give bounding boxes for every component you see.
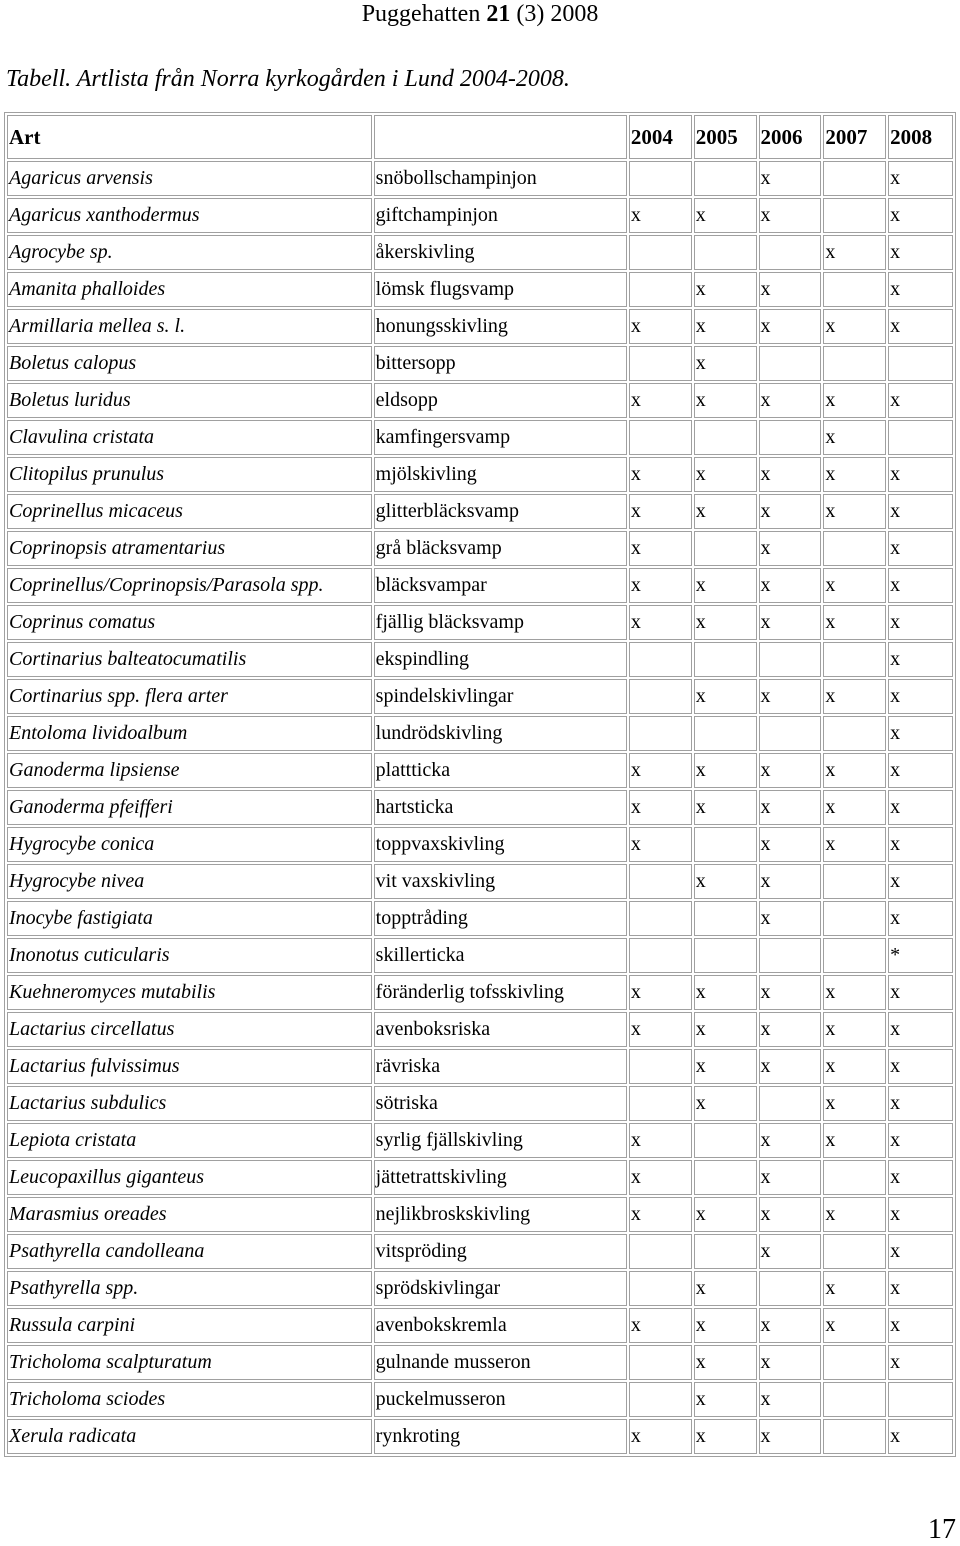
year-mark-cell xyxy=(629,1234,692,1269)
year-mark-cell: x xyxy=(759,383,822,418)
scientific-name: Lactarius subdulics xyxy=(7,1086,372,1121)
year-mark-cell: x xyxy=(759,753,822,788)
year-mark-cell: x xyxy=(823,1086,886,1121)
year-mark-cell: x xyxy=(629,1012,692,1047)
year-mark-cell: x xyxy=(694,494,757,529)
table-row xyxy=(7,938,953,973)
year-mark-cell: x xyxy=(694,864,757,899)
year-mark-cell xyxy=(759,346,822,381)
table-row xyxy=(7,1271,953,1306)
year-mark-cell xyxy=(694,235,757,270)
scientific-name: Leucopaxillus giganteus xyxy=(7,1160,372,1195)
year-mark-cell xyxy=(629,161,692,196)
year-mark-cell: x xyxy=(694,309,757,344)
year-mark-cell xyxy=(759,716,822,751)
header-cell: 2008 xyxy=(888,115,953,159)
year-mark-cell: x xyxy=(823,1049,886,1084)
year-mark-cell: x xyxy=(759,568,822,603)
year-mark-cell: x xyxy=(759,1049,822,1084)
year-mark-cell xyxy=(823,901,886,936)
year-mark-cell: x xyxy=(888,457,953,492)
scientific-name: Agaricus xanthodermus xyxy=(7,198,372,233)
swedish-name: honungsskivling xyxy=(374,309,627,344)
year-mark-cell: x xyxy=(694,1012,757,1047)
scientific-name: Psathyrella spp. xyxy=(7,1271,372,1306)
year-mark-cell: x xyxy=(694,1308,757,1343)
table-caption: Tabell. Artlista från Norra kyrkogården i Lund 2004-2008. xyxy=(6,66,570,92)
year-mark-cell xyxy=(823,1419,886,1454)
year-mark-cell: x xyxy=(629,494,692,529)
table-row xyxy=(7,457,953,492)
year-mark-cell: x xyxy=(694,346,757,381)
year-mark-cell: x xyxy=(629,753,692,788)
year-mark-cell: x xyxy=(694,1197,757,1232)
scientific-name: Clavulina cristata xyxy=(7,420,372,455)
header-cell: 2006 xyxy=(759,115,822,159)
table-row xyxy=(7,1308,953,1343)
table-row xyxy=(7,790,953,825)
year-mark-cell xyxy=(629,864,692,899)
year-mark-cell: x xyxy=(888,753,953,788)
year-mark-cell xyxy=(694,161,757,196)
year-mark-cell: x xyxy=(629,531,692,566)
year-mark-cell: x xyxy=(823,975,886,1010)
year-mark-cell: x xyxy=(759,1012,822,1047)
year-mark-cell xyxy=(823,642,886,677)
year-mark-cell: x xyxy=(823,1197,886,1232)
swedish-name: lömsk flugsvamp xyxy=(374,272,627,307)
table-row xyxy=(7,1012,953,1047)
year-mark-cell: x xyxy=(759,975,822,1010)
year-mark-cell xyxy=(629,1345,692,1380)
table-row xyxy=(7,716,953,751)
scientific-name: Entoloma lividoalbum xyxy=(7,716,372,751)
swedish-name: avenboksriska xyxy=(374,1012,627,1047)
swedish-name: snöbollschampinjon xyxy=(374,161,627,196)
year-mark-cell xyxy=(823,531,886,566)
year-mark-cell: x xyxy=(759,161,822,196)
swedish-name: föränderlig tofsskivling xyxy=(374,975,627,1010)
table-row xyxy=(7,531,953,566)
scientific-name: Tricholoma scalpturatum xyxy=(7,1345,372,1380)
swedish-name: rävriska xyxy=(374,1049,627,1084)
year-mark-cell: x xyxy=(759,1234,822,1269)
year-mark-cell: x xyxy=(888,605,953,640)
header-row xyxy=(7,115,953,159)
year-mark-cell xyxy=(629,716,692,751)
year-mark-cell: x xyxy=(629,790,692,825)
year-mark-cell: x xyxy=(759,272,822,307)
year-mark-cell xyxy=(823,1345,886,1380)
year-mark-cell xyxy=(629,901,692,936)
year-mark-cell xyxy=(823,346,886,381)
journal-name: Puggehatten xyxy=(361,1,481,27)
swedish-name: syrlig fjällskivling xyxy=(374,1123,627,1158)
year-mark-cell xyxy=(823,864,886,899)
table-row xyxy=(7,753,953,788)
swedish-name: giftchampinjon xyxy=(374,198,627,233)
year-mark-cell xyxy=(759,642,822,677)
year-mark-cell xyxy=(823,1234,886,1269)
year-mark-cell: x xyxy=(694,975,757,1010)
year-mark-cell: x xyxy=(759,1123,822,1158)
header-cell: 2005 xyxy=(694,115,757,159)
year-mark-cell: x xyxy=(694,1271,757,1306)
table-row xyxy=(7,864,953,899)
year-mark-cell xyxy=(823,198,886,233)
scientific-name: Armillaria mellea s. l. xyxy=(7,309,372,344)
year-mark-cell: x xyxy=(629,1123,692,1158)
scientific-name: Lepiota cristata xyxy=(7,1123,372,1158)
swedish-name: fjällig bläcksvamp xyxy=(374,605,627,640)
year-mark-cell: x xyxy=(759,198,822,233)
year-mark-cell: x xyxy=(888,901,953,936)
scientific-name: Xerula radicata xyxy=(7,1419,372,1454)
year-mark-cell xyxy=(629,346,692,381)
year-mark-cell xyxy=(759,1271,822,1306)
swedish-name: bläcksvampar xyxy=(374,568,627,603)
year-mark-cell xyxy=(694,642,757,677)
table-row xyxy=(7,161,953,196)
year-mark-cell: x xyxy=(629,1308,692,1343)
table-row xyxy=(7,901,953,936)
swedish-name: vitspröding xyxy=(374,1234,627,1269)
year-mark-cell: x xyxy=(888,1234,953,1269)
year-mark-cell: x xyxy=(823,235,886,270)
scientific-name: Kuehneromyces mutabilis xyxy=(7,975,372,1010)
table-row xyxy=(7,1049,953,1084)
year-mark-cell: x xyxy=(629,198,692,233)
year-mark-cell xyxy=(823,272,886,307)
year-mark-cell: x xyxy=(759,531,822,566)
year-mark-cell: x xyxy=(823,605,886,640)
year-mark-cell: x xyxy=(888,1419,953,1454)
year-mark-cell xyxy=(629,679,692,714)
year-mark-cell: x xyxy=(694,1419,757,1454)
year-mark-cell: x xyxy=(694,1345,757,1380)
scientific-name: Coprinellus/Coprinopsis/Parasola spp. xyxy=(7,568,372,603)
year-mark-cell xyxy=(694,1234,757,1269)
year-mark-cell: x xyxy=(759,457,822,492)
year-mark-cell xyxy=(694,901,757,936)
year-mark-cell: x xyxy=(629,568,692,603)
table-row xyxy=(7,1123,953,1158)
scientific-name: Russula carpini xyxy=(7,1308,372,1343)
year-mark-cell: x xyxy=(823,494,886,529)
scientific-name: Clitopilus prunulus xyxy=(7,457,372,492)
year-mark-cell: x xyxy=(759,901,822,936)
year-mark-cell: x xyxy=(823,420,886,455)
year-mark-cell: x xyxy=(629,827,692,862)
year-mark-cell: x xyxy=(888,1123,953,1158)
year-mark-cell: x xyxy=(694,1382,757,1417)
table-row xyxy=(7,1197,953,1232)
year-mark-cell: x xyxy=(823,1271,886,1306)
year-mark-cell: x xyxy=(759,1308,822,1343)
swedish-name: sprödskivlingar xyxy=(374,1271,627,1306)
year-mark-cell: x xyxy=(694,1049,757,1084)
year-mark-cell: x xyxy=(823,1123,886,1158)
year-mark-cell: x xyxy=(694,605,757,640)
table-row xyxy=(7,1234,953,1269)
year-mark-cell: x xyxy=(629,1160,692,1195)
year-mark-cell: x xyxy=(888,198,953,233)
swedish-name: rynkroting xyxy=(374,1419,627,1454)
year-mark-cell xyxy=(823,161,886,196)
table-body xyxy=(7,161,953,1454)
year-mark-cell: x xyxy=(888,1160,953,1195)
running-header xyxy=(0,0,960,28)
swedish-name: jättetrattskivling xyxy=(374,1160,627,1195)
year-mark-cell: x xyxy=(888,568,953,603)
year-mark-cell: x xyxy=(694,383,757,418)
year-mark-cell xyxy=(629,642,692,677)
swedish-name: grå bläcksvamp xyxy=(374,531,627,566)
year-mark-cell xyxy=(694,716,757,751)
scientific-name: Hygrocybe conica xyxy=(7,827,372,862)
year-mark-cell xyxy=(629,420,692,455)
year-mark-cell xyxy=(759,420,822,455)
year-mark-cell: x xyxy=(694,272,757,307)
year-mark-cell: x xyxy=(629,1197,692,1232)
scientific-name: Boletus luridus xyxy=(7,383,372,418)
swedish-name: puckelmusseron xyxy=(374,1382,627,1417)
swedish-name: ekspindling xyxy=(374,642,627,677)
scientific-name: Marasmius oreades xyxy=(7,1197,372,1232)
year-mark-cell: x xyxy=(823,827,886,862)
year-mark-cell: x xyxy=(888,1308,953,1343)
year-mark-cell: x xyxy=(629,605,692,640)
year-mark-cell: x xyxy=(629,975,692,1010)
year-mark-cell: x xyxy=(823,568,886,603)
year-mark-cell xyxy=(759,1086,822,1121)
year-mark-cell: x xyxy=(888,383,953,418)
year-mark-cell: x xyxy=(888,642,953,677)
year-mark-cell: x xyxy=(694,679,757,714)
year-mark-cell: x xyxy=(823,309,886,344)
scientific-name: Coprinus comatus xyxy=(7,605,372,640)
table-row xyxy=(7,1345,953,1380)
swedish-name: topptråding xyxy=(374,901,627,936)
year-mark-cell: x xyxy=(629,1419,692,1454)
year-mark-cell: x xyxy=(759,864,822,899)
year-mark-cell xyxy=(888,420,953,455)
year-mark-cell: x xyxy=(888,716,953,751)
header-cell: Art xyxy=(7,115,372,159)
scientific-name: Tricholoma sciodes xyxy=(7,1382,372,1417)
year-mark-cell xyxy=(629,235,692,270)
swedish-name: lundrödskivling xyxy=(374,716,627,751)
year-mark-cell: x xyxy=(888,309,953,344)
year-mark-cell xyxy=(823,1160,886,1195)
year-mark-cell: x xyxy=(694,790,757,825)
header-cell xyxy=(374,115,627,159)
table-row xyxy=(7,494,953,529)
year-mark-cell: x xyxy=(888,1271,953,1306)
swedish-name: mjölskivling xyxy=(374,457,627,492)
scientific-name: Psathyrella candolleana xyxy=(7,1234,372,1269)
year-mark-cell: x xyxy=(888,790,953,825)
year-mark-cell xyxy=(629,1382,692,1417)
year-mark-cell xyxy=(694,1160,757,1195)
year-mark-cell: x xyxy=(823,383,886,418)
swedish-name: bittersopp xyxy=(374,346,627,381)
year-mark-cell xyxy=(629,1049,692,1084)
year-mark-cell: x xyxy=(888,531,953,566)
year-mark-cell: x xyxy=(759,1160,822,1195)
year-mark-cell: x xyxy=(759,1382,822,1417)
year-mark-cell: x xyxy=(759,309,822,344)
scientific-name: Lactarius circellatus xyxy=(7,1012,372,1047)
swedish-name: vit vaxskivling xyxy=(374,864,627,899)
year-mark-cell: x xyxy=(888,161,953,196)
table-row xyxy=(7,383,953,418)
year-mark-cell xyxy=(694,420,757,455)
table-row xyxy=(7,235,953,270)
table-row xyxy=(7,568,953,603)
swedish-name: eldsopp xyxy=(374,383,627,418)
swedish-name: hartsticka xyxy=(374,790,627,825)
year-mark-cell: x xyxy=(694,198,757,233)
table-row xyxy=(7,420,953,455)
swedish-name: skillerticka xyxy=(374,938,627,973)
year-mark-cell: x xyxy=(694,753,757,788)
table-row xyxy=(7,1160,953,1195)
year-mark-cell: x xyxy=(888,1345,953,1380)
year-mark-cell xyxy=(823,1382,886,1417)
year-mark-cell: x xyxy=(759,679,822,714)
scientific-name: Lactarius fulvissimus xyxy=(7,1049,372,1084)
header-cell: 2007 xyxy=(823,115,886,159)
year-mark-cell xyxy=(823,716,886,751)
year-mark-cell: x xyxy=(629,309,692,344)
swedish-name: sötriska xyxy=(374,1086,627,1121)
table-row xyxy=(7,1419,953,1454)
scientific-name: Boletus calopus xyxy=(7,346,372,381)
year-mark-cell xyxy=(694,938,757,973)
year-mark-cell: x xyxy=(888,1197,953,1232)
year-mark-cell: x xyxy=(759,827,822,862)
year-mark-cell: x xyxy=(888,1086,953,1121)
scientific-name: Hygrocybe nivea xyxy=(7,864,372,899)
scientific-name: Agrocybe sp. xyxy=(7,235,372,270)
swedish-name: toppvaxskivling xyxy=(374,827,627,862)
scientific-name: Inonotus cuticularis xyxy=(7,938,372,973)
year-mark-cell: x xyxy=(629,383,692,418)
scientific-name: Inocybe fastigiata xyxy=(7,901,372,936)
year-mark-cell: x xyxy=(694,568,757,603)
swedish-name: plattticka xyxy=(374,753,627,788)
scientific-name: Ganoderma lipsiense xyxy=(7,753,372,788)
year-mark-cell: x xyxy=(823,790,886,825)
year-mark-cell: x xyxy=(694,457,757,492)
swedish-name: gulnande musseron xyxy=(374,1345,627,1380)
year-mark-cell xyxy=(694,1123,757,1158)
header-cell: 2004 xyxy=(629,115,692,159)
year-mark-cell: x xyxy=(888,235,953,270)
scientific-name: Coprinellus micaceus xyxy=(7,494,372,529)
year-mark-cell xyxy=(823,938,886,973)
page-number: 17 xyxy=(928,1514,956,1545)
year-mark-cell: x xyxy=(759,605,822,640)
issue-number: (3) 2008 xyxy=(510,1,599,27)
scientific-name: Coprinopsis atramentarius xyxy=(7,531,372,566)
table-row xyxy=(7,309,953,344)
swedish-name: glitterbläcksvamp xyxy=(374,494,627,529)
year-mark-cell: x xyxy=(823,457,886,492)
year-mark-cell xyxy=(694,827,757,862)
year-mark-cell: x xyxy=(629,457,692,492)
table-row xyxy=(7,1382,953,1417)
year-mark-cell: x xyxy=(888,827,953,862)
year-mark-cell: x xyxy=(888,864,953,899)
table-row xyxy=(7,1086,953,1121)
year-mark-cell: x xyxy=(759,1345,822,1380)
year-mark-cell xyxy=(888,1382,953,1417)
table-row xyxy=(7,605,953,640)
table-row xyxy=(7,346,953,381)
year-mark-cell: x xyxy=(694,1086,757,1121)
year-mark-cell: x xyxy=(888,679,953,714)
year-mark-cell: x xyxy=(823,1012,886,1047)
year-mark-cell xyxy=(629,1271,692,1306)
year-mark-cell: x xyxy=(888,272,953,307)
year-mark-cell xyxy=(759,938,822,973)
year-mark-cell: x xyxy=(888,494,953,529)
year-mark-cell xyxy=(629,1086,692,1121)
swedish-name: kamfingersvamp xyxy=(374,420,627,455)
scientific-name: Amanita phalloides xyxy=(7,272,372,307)
swedish-name: nejlikbroskskivling xyxy=(374,1197,627,1232)
table-row xyxy=(7,642,953,677)
table-row xyxy=(7,272,953,307)
table-row xyxy=(7,827,953,862)
year-mark-cell xyxy=(759,235,822,270)
species-table xyxy=(4,112,956,1457)
swedish-name: spindelskivlingar xyxy=(374,679,627,714)
year-mark-cell xyxy=(694,531,757,566)
year-mark-cell: x xyxy=(823,1308,886,1343)
year-mark-cell: x xyxy=(759,1419,822,1454)
scientific-name: Ganoderma pfeifferi xyxy=(7,790,372,825)
table-row xyxy=(7,679,953,714)
year-mark-cell: * xyxy=(888,938,953,973)
year-mark-cell: x xyxy=(823,679,886,714)
year-mark-cell: x xyxy=(759,494,822,529)
year-mark-cell xyxy=(629,272,692,307)
table-row xyxy=(7,198,953,233)
swedish-name: avenbokskremla xyxy=(374,1308,627,1343)
scientific-name: Cortinarius spp. flera arter xyxy=(7,679,372,714)
table-row xyxy=(7,975,953,1010)
year-mark-cell: x xyxy=(759,790,822,825)
year-mark-cell xyxy=(888,346,953,381)
year-mark-cell: x xyxy=(888,1049,953,1084)
year-mark-cell xyxy=(629,938,692,973)
scientific-name: Cortinarius balteatocumatilis xyxy=(7,642,372,677)
scientific-name: Agaricus arvensis xyxy=(7,161,372,196)
issue-volume: 21 xyxy=(486,1,511,27)
swedish-name: åkerskivling xyxy=(374,235,627,270)
year-mark-cell: x xyxy=(888,1012,953,1047)
year-mark-cell: x xyxy=(759,1197,822,1232)
year-mark-cell: x xyxy=(823,753,886,788)
year-mark-cell: x xyxy=(888,975,953,1010)
